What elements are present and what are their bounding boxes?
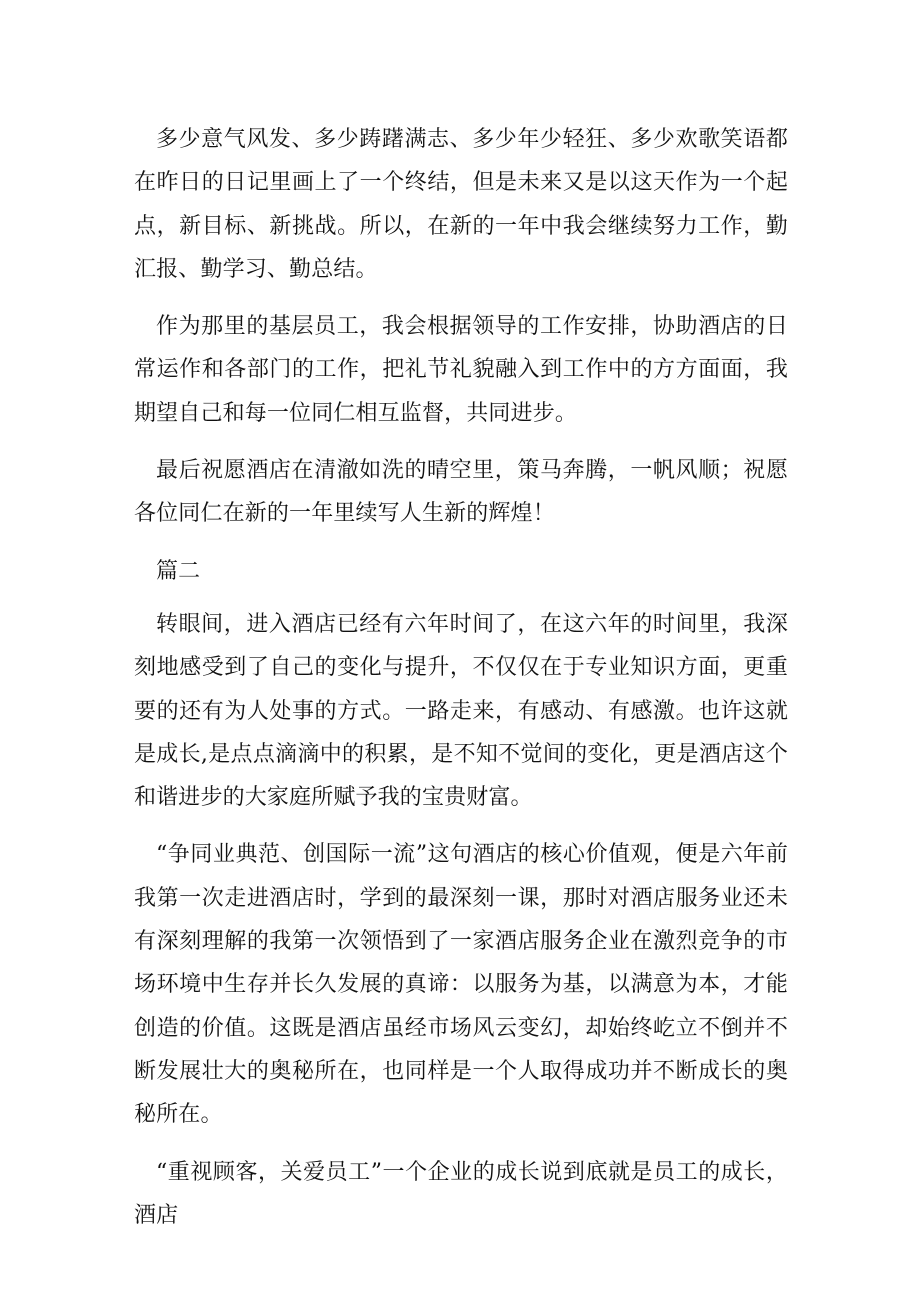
document-body <box>134 118 788 1251</box>
paragraph: 转眼间，进入酒店已经有六年时间了，在这六年的时间里，我深刻地感受到了自己的变化与提升，不仅仅在于专业知识方面，更重要的还有为人处事的方式。一路走来，有感动、有感激。也许这就是成长,是点点滴滴中的积累，是不知不觉间的变化，更是酒店这个和谐进步的大家庭所赋予我的宝贵财富。 <box>134 611 788 811</box>
paragraph: “重视顾客，关爱员工”一个企业的成长说到底就是员工的成长，酒店 <box>134 1159 788 1228</box>
section-heading: 篇二 <box>156 558 201 584</box>
paragraph: 多少意气风发、多少踌躇满志、多少年少轻狂、多少欢歌笑语都在昨日的日记里画上了一个终结，但是未来又是以这天作为一个起点，新目标、新挑战。所以，在新的一年中我会继续努力工作，勤汇报、勤学习、勤总结。 <box>134 127 788 282</box>
paragraph: “争同业典范、创国际一流”这句酒店的核心价值观，便是六年前我第一次走进酒店时，学到的最深刻一课，那时对酒店服务业还未有深刻理解的我第一次领悟到了一家酒店服务企业在激烈竞争的市场环境中生存并长久发展的真谛：以服务为基，以满意为本，才能创造的价值。这既是酒店虽经市场风云变幻，却始终屹立不倒并不断发展壮大的奥秘所在，也同样是一个人取得成功并不断成长的奥秘所在。 <box>134 842 788 1128</box>
paragraph: 作为那里的基层员工，我会根据领导的工作安排，协助酒店的日常运作和各部门的工作，把礼节礼貌融入到工作中的方方面面，我期望自己和每一位同仁相互监督，共同进步。 <box>134 314 788 426</box>
paragraph: 最后祝愿酒店在清澈如洗的晴空里，策马奔腾，一帆风顺；祝愿各位同仁在新的一年里续写人生新的辉煌！ <box>134 458 788 527</box>
